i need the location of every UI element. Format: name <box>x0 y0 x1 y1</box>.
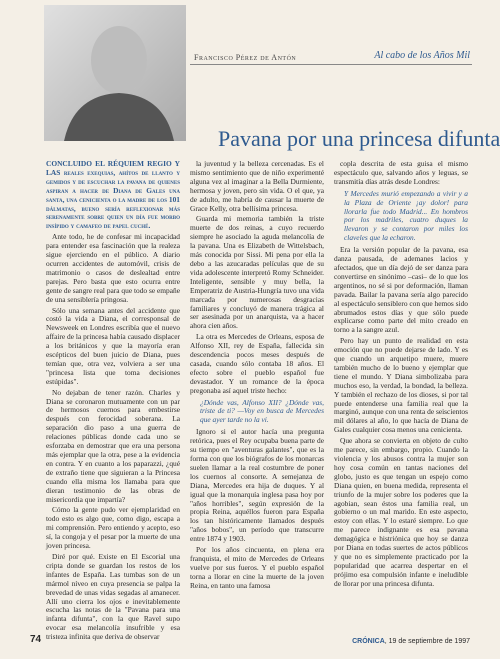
magazine-name: CRÓNICA <box>352 638 385 645</box>
paragraph: Que ahora se convierta en objeto de culto me parece, sin embargo, propio. Cuando la violencia y los abusos contra la mujer son hoy cosa común en tantas naciones del globo, justo es que tengan un espejo como Diana quien, en buena medida, representa el triunfo de la mujer sobre los poderes que la agobian, sean éstos una familia real, un gobierno o un mal marido. En este aspecto, estoy con ellas. Y lo estaré siempre. Lo que me parece indignante es esa pavana demagógica e histriónica que hoy se danza por Diana en todas suertes de actos públicos y que no es simplemente practicado por la popularidad que acarrea despertar en el prójimo esa compulsión infante e ineludible de llorar por una princesa difunta. <box>334 436 468 588</box>
column-1 <box>46 160 180 644</box>
issue-date: 19 de septiembre de 1997 <box>388 638 470 645</box>
verse-quote: Y Mercedes murió empezando a vivir y a la Plaza de Oriente ¡ay dolor! para llorarla fue todo Madrid... En hombros por los madriles, cuatro duques la llevaron y se contaron por miles los claveles que la echaron. <box>344 188 468 243</box>
author-name: Francisco Pérez de Antón <box>194 53 297 62</box>
paragraph: Diré por qué. Existe en El Escorial una cripta donde se guardan los restos de los infantes de España. Las tumbas son de un mármol níveo en cuya presencia se palpa la brevedad de unas vidas segadas al amanecer. Allí uno cierra los ojos e inevitablemente escucha las notas de la "Pavana para una infanta difunta", con la que Ravel supo evocar esa melancolía insufrible y esa tristeza infinita que deriva de observar <box>46 551 180 642</box>
article-title: Pavana por una princesa difunta <box>218 126 500 151</box>
paragraph: Por los años cincuenta, en plena era franquista, el mito de Mercedes de Orleans vuelve por sus fueros. Y el pueblo español torna a llorar en cine la muerte de la joven Reina, en tanto una famosa <box>190 545 324 590</box>
header-rule <box>190 64 472 65</box>
paragraph: Ignoro si el autor hacía una pregunta retórica, pues el Rey ocupaba buena parte de su tiempo en "aventuras galantes", que es la forma con que los biógrafos de los monarcas suelen llamar a la real costumbre de poner los cuernos al consorte. A semejanza de Diana, Mercedes era hija de duques. Y al igual que la monarquía inglesa pasa hoy por "años horribles", según expresión de la propia Reina, aquéllos fueron para España los tan históricamente llamados después "años bobos", un período que transcurre entre 1874 y 1903. <box>190 427 324 544</box>
author-photo <box>44 5 186 141</box>
column-2 <box>190 160 324 593</box>
verse-quote: ¿Dónde vas, Alfonso XII? ¿Dónde vas, triste de ti? —Voy en busca de Mercedes que ayer tarde no la vi. <box>200 397 324 425</box>
footer-credit: CRÓNICA, 19 de septiembre de 1997 <box>352 638 470 645</box>
paragraph: Guarda mi memoria también la triste muerte de dos reinas, a cuyo recuerdo siempre he asociado la aguda melancolía de la pavana. Una es Elizabeth de Wittelsbach, más conocida por Sissi. Mi pena por ella la debo a las azucaradas películas que de su vida adolescente interpretó Romy Schneider. Inteligente, sensible y muy bella, la Emperatriz de Austria-Hungría tuvo una vida marcada por numerosas desgracias familiares y concluyó de manera trágica al ser asesinada por un anarquista, va a hacer ahora cien años. <box>190 214 324 331</box>
paragraph: copla descrita de esta guisa el mismo espectáculo que, salvando años y leguas, se transmitía días atrás desde Londres: <box>334 159 468 186</box>
paragraph: La otra es Mercedes de Orleans, esposa de Alfonso XII, rey de España, fallecida sin descendencia pocos meses después de casada, cuando sólo contaba 18 años. El efecto sobre el pueblo español fue devastador. Y un romance de la época pregonaba así aquel triste hecho: <box>190 332 324 395</box>
page-number: 74 <box>30 634 42 645</box>
paragraph: Era la versión popular de la pavana, esa danza pausada, de ademanes lacios y afectados, que un día dejó de ser danza para convertirse en sinónimo –casi– de lo que los argentinos, no sé si por deformación, llaman pavada. Bailar la pavana sería algo parecido al espectáculo sensiblero con que hemos sido abrumados estos días y que sólo puede explicarse como parte del mito creado en torno a la sangre azul. <box>334 245 468 335</box>
paragraph: Sólo una semana antes del accidente que costó la vida a Diana, el corresponsal de Newsweek en Londres escribía que el nuevo affaire de la princesa había causado displacer a los británicos y que la mayoría eran escépticos del buen juicio de Diana, pues temían que, otra vez, volviera a ser una "princesa lista que toma decisiones estúpidas". <box>46 305 180 386</box>
paragraph: No dejaban de tener razón. Charles y Diana se coronaron mutuamente con un par de hermosos cuernos para embestirse después con ferocidad soberana. La separación dio paso a una guerra de relaciones públicas donde cada uno se esforzaba en demostrar que era una persona más ejemplar que la otra, pese a la evidencia en contra. Y en cuanto a los paparazzi, ¿qué de extraño tiene que siguieran a la Princesa cuando ella misma los llamaba para que dieran testimonio de las obras de misericordia que impartía? <box>46 387 180 504</box>
paragraph: Cómo la gente pudo ver ejemplaridad en todo esto es algo que, como digo, escapa a mi comprensión. Pero entiendo y acepto, eso sí, la congoja y el pesar por la muerte de una joven princesa. <box>46 505 180 551</box>
column-3 <box>334 160 468 591</box>
section-title: Al cabo de los Años Mil <box>374 50 470 61</box>
paragraph: Pero hay un punto de realidad en esta emoción que no puede dejarse de lado. Y es que cuando un arquetipo muere, muere también mucho de lo bueno y ejemplar que tiene el mundo. Y Diana simbolizaba para muchos eso, la verdad, la bondad, la belleza. Y también el rechazo de los dioses, si por tal puede entenderse una familia real que la marginó, aunque con una renta de seiscientos mil dólares al año, lo que hacía de Diana de Gales cualquier cosa menos una cenicienta. <box>334 336 468 435</box>
paragraph: la juventud y la belleza cercenadas. Es el mismo sentimiento que de niño experimenté alguna vez al imaginar a la Bella Durmiente, hermosa y joven, pero sin vida. O el que, ya de adulto, me habría de causar la muerte de Grace Kelly, otra bellísima princesa. <box>190 159 324 213</box>
paragraph: CONCLUIDO EL RÉQUIEM REGIO Y LAS reales exequias, ahítos de llanto y gemidos y de escuchar la pavana de quienes aspiran a hacer de Diana de Gales una santa, una cenicienta o la madre de los 101 dálmatas, bueno sería reflexionar más serenamente sobre quien un día fue morbo insípido y camafeo de papel cuché. <box>46 159 180 231</box>
paragraph: Ante todo, he de confesar mi incapacidad para entender esa fascinación que la realeza sigue ejerciendo en el público. A diario ocurren accidentes de automóvil, crisis de matrimonio o casos de deslealtad entre parejas. Pero basta que esto ocurra entre gente de sangre real para que todo se empañe de una sensiblería pringosa. <box>46 232 180 304</box>
